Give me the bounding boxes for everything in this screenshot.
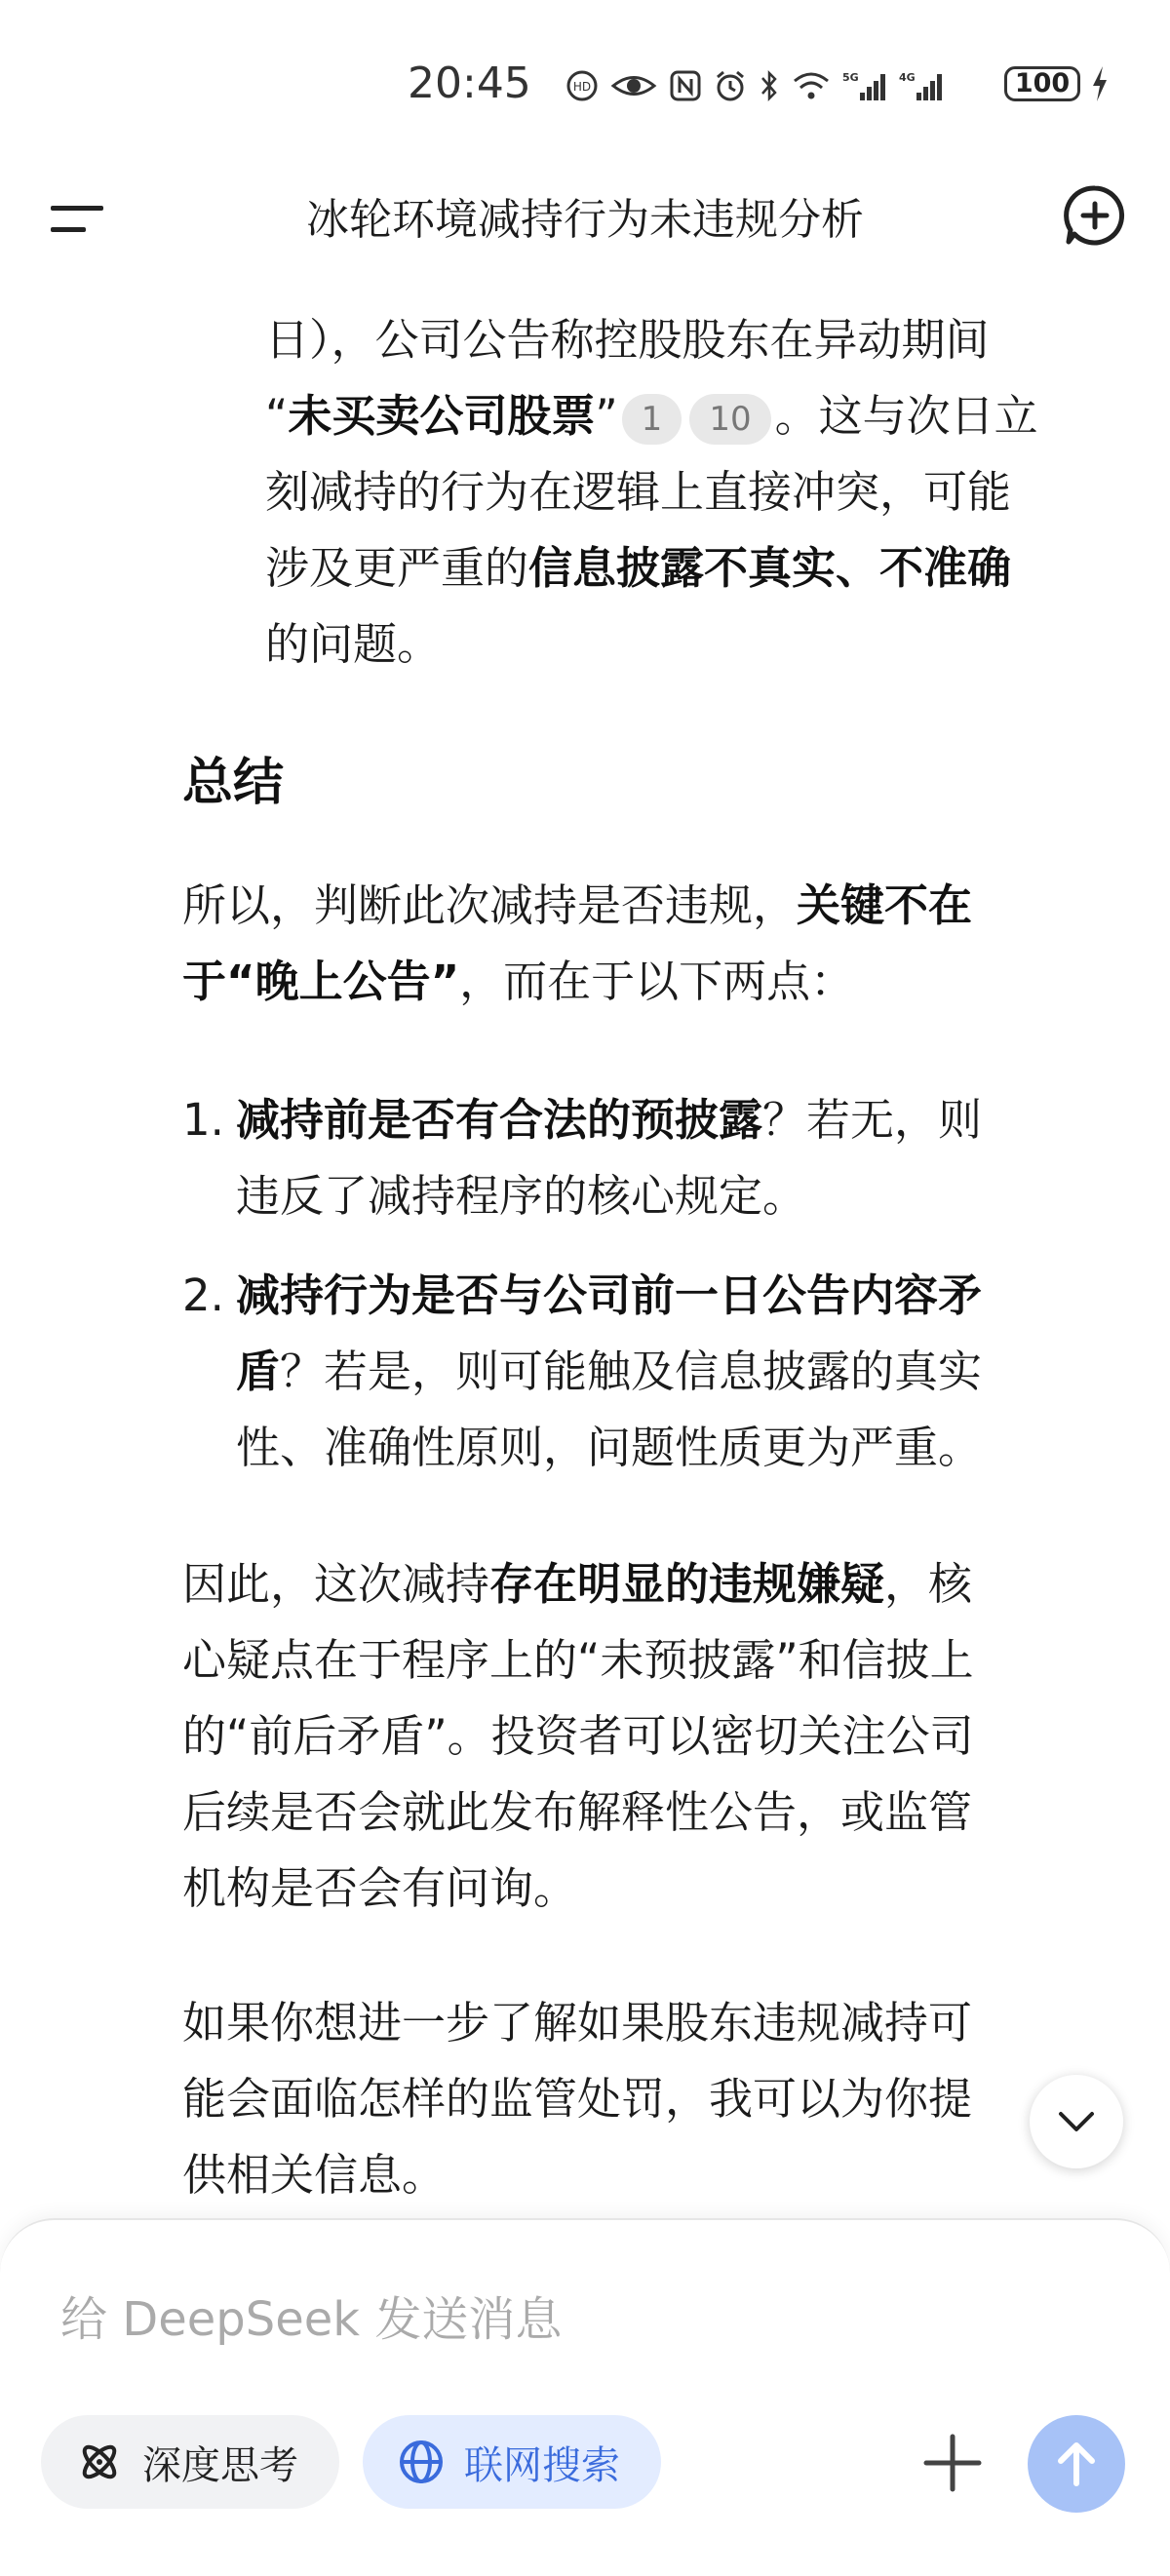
status-time: 20:45 (408, 59, 531, 108)
list-number: 2. (182, 1269, 224, 1321)
bold-text: 减持行为是否与公司前一日公告内容矛 (236, 1269, 983, 1321)
hd-call-icon (566, 69, 599, 102)
wifi-6-icon (792, 69, 831, 102)
message-input[interactable]: 给 DeepSeek 发送消息 (60, 2292, 563, 2347)
answer-text-line: 的“前后矛盾”。投资者可以密切关注公司 (182, 1710, 974, 1762)
bold-text: 存在明显的违规嫌疑 (489, 1558, 885, 1610)
bluetooth-icon (759, 69, 780, 102)
chevron-down-icon (1057, 2110, 1096, 2133)
status-icons (566, 62, 944, 109)
chat-content[interactable] (0, 283, 1170, 2218)
answer-text-line: 心疑点在于程序上的“未预披露”和信披上 (182, 1634, 974, 1686)
answer-text-line: 如果你想进一步了解如果股东违规减持可 (182, 1997, 973, 2049)
answer-text-line: 所以，判断此次减持是否违规，关键不在 (182, 879, 973, 931)
answer-text-line: 日），公司公告称控股股东在异动期间 (265, 314, 990, 366)
bold-text: 未买卖公司股票 (288, 390, 596, 442)
status-bar (0, 0, 1170, 171)
new-chat-icon (1063, 183, 1127, 248)
web-search-label: 联网搜索 (464, 2442, 620, 2488)
list-item: 减持前是否有合法的预披露？若无，则 (236, 1094, 983, 1146)
svg-text:4G: 4G (899, 71, 916, 84)
citation-badge[interactable]: 1 (622, 394, 682, 445)
list-item-line: 盾？若是，则可能触及信息披露的真实 (236, 1346, 983, 1397)
list-item (236, 1258, 982, 1334)
send-button[interactable] (1028, 2415, 1125, 2513)
message-composer (0, 2218, 1170, 2576)
new-chat-button[interactable] (1063, 183, 1127, 248)
atom-icon (76, 2439, 123, 2485)
alarm-icon (714, 69, 747, 102)
bold-text: 于“晚上公告” (182, 956, 460, 1007)
deep-think-label: 深度思考 (142, 2442, 298, 2488)
bold-text: 信息披露不真实、不准确 (528, 542, 1012, 594)
web-search-toggle[interactable] (363, 2415, 661, 2509)
nfc-icon (669, 69, 702, 102)
page-title: 冰轮环境减持行为未违规分析 (306, 195, 864, 245)
svg-text:5G: 5G (842, 71, 859, 84)
answer-text-line: 后续是否会就此发布解释性公告，或监管 (182, 1786, 973, 1838)
bold-text: 盾 (236, 1346, 281, 1397)
charging-icon (1089, 64, 1111, 103)
signal-5g-icon (842, 69, 887, 102)
eye-icon (610, 69, 657, 102)
scroll-to-bottom-button[interactable] (1030, 2075, 1123, 2168)
globe-icon (398, 2439, 445, 2485)
answer-text-line: 于“晚上公告”，而在于以下两点： (182, 956, 855, 1007)
answer-text-line: “未买卖公司股票” 1 10 。这与次日立 (265, 378, 1038, 454)
bold-text: 关键不在 (797, 879, 973, 931)
section-heading: 总结 (182, 754, 285, 812)
chat-header (0, 171, 1170, 283)
list-number: 1. (182, 1094, 224, 1146)
list-item-line: 性、准确性原则，问题性质更为严重。 (236, 1422, 983, 1473)
battery-indicator: 100 (1004, 66, 1080, 101)
bold-text: 减持前是否有合法的预披露 (236, 1094, 763, 1146)
answer-text-line: 的问题。 (265, 618, 442, 670)
answer-text-line: 刻减持的行为在逻辑上直接冲突，可能 (265, 466, 1012, 518)
svg-text:HD: HD (572, 80, 592, 94)
arrow-up-icon (1051, 2439, 1102, 2489)
citation-badge[interactable]: 10 (689, 394, 770, 445)
plus-icon (922, 2433, 983, 2493)
answer-text-line: 因此，这次减持存在明显的违规嫌疑，核 (182, 1558, 973, 1610)
list-item-line: 违反了减持程序的核心规定。 (236, 1170, 807, 1222)
answer-text-line: 能会面临怎样的监管处罚，我可以为你提 (182, 2073, 973, 2125)
answer-text-line: 机构是否会有问询。 (182, 1862, 578, 1914)
answer-text-line: 涉及更严重的信息披露不真实、不准确 (265, 542, 1012, 594)
attach-button[interactable] (922, 2433, 983, 2493)
signal-4g-icon (899, 69, 944, 102)
deep-think-toggle[interactable] (41, 2415, 339, 2509)
answer-text-line: 供相关信息。 (182, 2149, 447, 2201)
